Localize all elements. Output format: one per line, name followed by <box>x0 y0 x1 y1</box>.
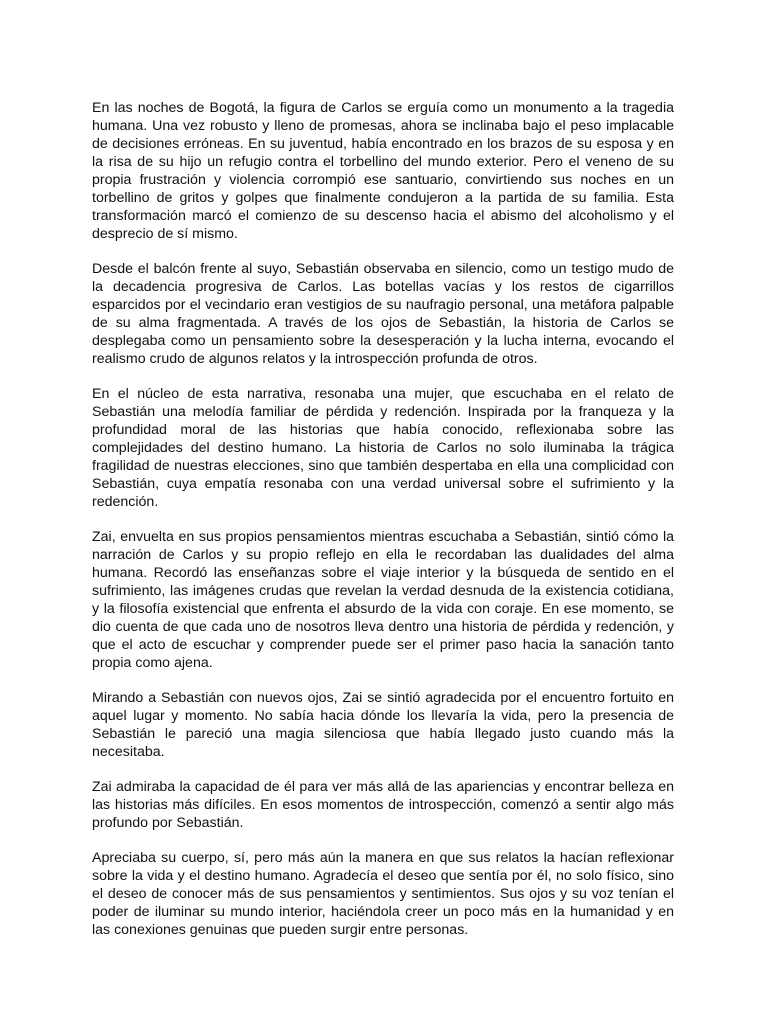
paragraph-6: Zai admiraba la capacidad de él para ver más allá de las apariencias y encontrar belleza en las historias más difíciles. En esos momentos de introspección, comenzó a sentir algo más profundo por Sebastián. <box>92 779 674 831</box>
paragraph-1: En las noches de Bogotá, la figura de Carlos se erguía como un monumento a la tragedia humana. Una vez robusto y lleno de promesas, ahora se inclinaba bajo el peso implacable de decisiones erróneas. En su juventud, había encontrado en los brazos de su esposa y en la risa de su hijo un refugio contra el torbellino del mundo exterior. Pero el veneno de su propia frustración y violencia corrompió ese santuario, convirtiendo sus noches en un torbellino de gritos y golpes que finalmente condujeron a la partida de su familia. Esta transformación marcó el comienzo de su descenso hacia el abismo del alcoholismo y el desprecio de sí mismo. <box>92 100 674 242</box>
paragraph-3: En el núcleo de esta narrativa, resonaba una mujer, que escuchaba en el relato de Sebastián una melodía familiar de pérdida y redención. Inspirada por la franqueza y la profundidad moral de las historias que había conocido, reflexionaba sobre las complejidades del destino humano. La historia de Carlos no solo iluminaba la trágica fragilidad de nuestras elecciones, sino que también despertaba en ella una complicidad con Sebastián, cuya empatía resonaba con una verdad universal sobre el sufrimiento y la redención. <box>92 386 674 510</box>
paragraph-4: Zai, envuelta en sus propios pensamientos mientras escuchaba a Sebastián, sintió cómo la narración de Carlos y su propio reflejo en ella le recordaban las dualidades del alma humana. Recordó las enseñanzas sobre el viaje interior y la búsqueda de sentido en el sufrimiento, las imágenes crudas que revelan la verdad desnuda de la existencia cotidiana, y la filosofía existencial que enfrenta el absurdo de la vida con coraje. En ese momento, se dio cuenta de que cada uno de nosotros lleva dentro una historia de pérdida y redención, y que el acto de escuchar y comprender puede ser el primer paso hacia la sanación tanto propia como ajena. <box>92 529 674 671</box>
paragraph-7: Apreciaba su cuerpo, sí, pero más aún la manera en que sus relatos la hacían reflexionar sobre la vida y el destino humano. Agradecía el deseo que sentía por él, no solo físico, sino el deseo de conocer más de sus pensamientos y sentimientos. Sus ojos y su voz tenían el poder de iluminar su mundo interior, haciéndola creer un poco más en la humanidad y en las conexiones genuinas que pueden surgir entre personas. <box>92 850 674 938</box>
document-body <box>92 99 674 956</box>
paragraph-5: Mirando a Sebastián con nuevos ojos, Zai se sintió agradecida por el encuentro fortuito en aquel lugar y momento. No sabía hacia dónde los llevaría la vida, pero la presencia de Sebastián le pareció una magia silenciosa que había llegado justo cuando más la necesitaba. <box>92 690 674 760</box>
paragraph-2: Desde el balcón frente al suyo, Sebastián observaba en silencio, como un testigo mudo de la decadencia progresiva de Carlos. Las botellas vacías y los restos de cigarrillos esparcidos por el vecindario eran vestigios de su naufragio personal, una metáfora palpable de su alma fragmentada. A través de los ojos de Sebastián, la historia de Carlos se desplegaba como un pensamiento sobre la desesperación y la lucha interna, evocando el realismo crudo de algunos relatos y la introspección profunda de otros. <box>92 261 674 367</box>
